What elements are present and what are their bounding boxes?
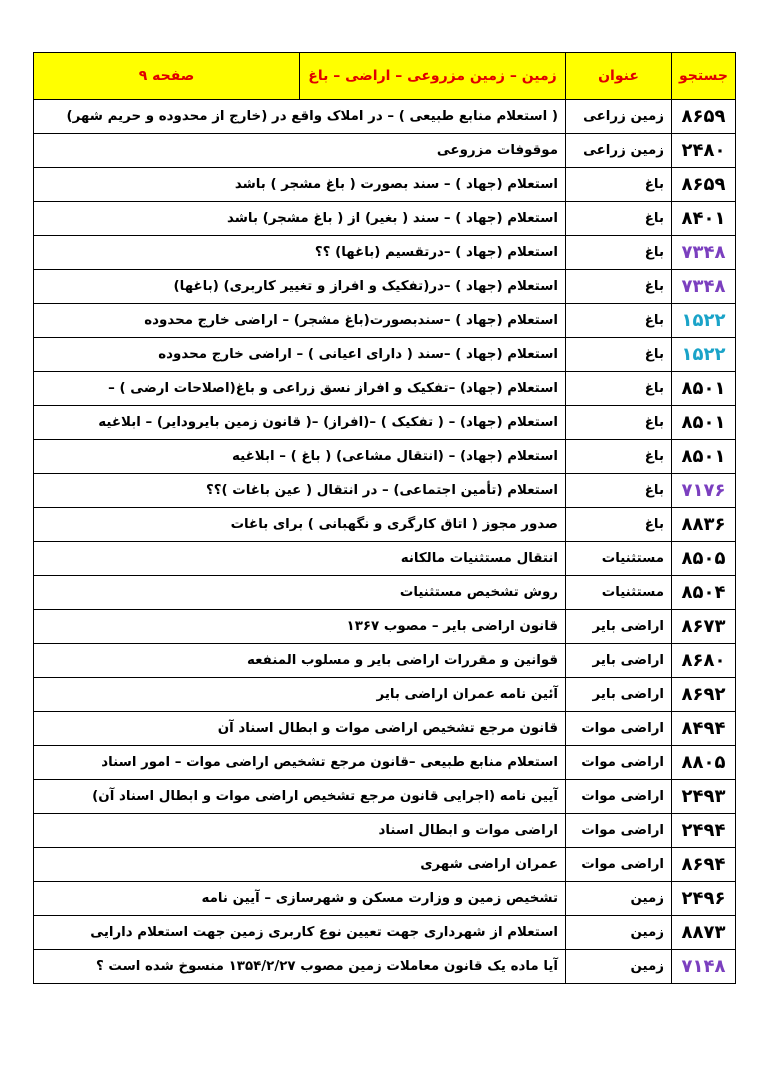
row-title: باغ <box>566 304 672 338</box>
row-title: باغ <box>566 508 672 542</box>
row-description: استعلام (جهاد ) – سند ( بغیر) از ( باغ مشجر) باشد <box>34 202 566 236</box>
row-number: ۸۵۰۱ <box>672 372 736 406</box>
row-description: آیا ماده یک قانون معاملات زمین مصوب ۱۳۵۴/۲/۲۷ منسوخ شده است ؟ <box>34 950 566 984</box>
row-description: روش تشخیص مستثنیات <box>34 576 566 610</box>
row-title: اراضی موات <box>566 780 672 814</box>
row-description: استعلام (جهاد ) –سندبصورت(باغ مشجر) – اراضی خارج محدوده <box>34 304 566 338</box>
table-row <box>34 338 736 372</box>
row-title: اراضی موات <box>566 814 672 848</box>
table-row <box>34 950 736 984</box>
table-row <box>34 882 736 916</box>
table-row <box>34 814 736 848</box>
table-row <box>34 440 736 474</box>
row-description: ( استعلام منابع طبیعی ) – در املاک واقع در (خارج از محدوده و حریم شهر) <box>34 100 566 134</box>
row-description: استعلام (جهاد ) –در(تفکیک و افراز و تغییر کاربری) (باغها) <box>34 270 566 304</box>
row-number: ۲۴۸۰ <box>672 134 736 168</box>
table-row <box>34 916 736 950</box>
table-row <box>34 134 736 168</box>
row-number: ۸۸۰۵ <box>672 746 736 780</box>
table-row <box>34 474 736 508</box>
row-title: زمین <box>566 916 672 950</box>
row-number: ۸۴۹۴ <box>672 712 736 746</box>
row-number: ۸۵۰۵ <box>672 542 736 576</box>
row-description: موقوفات مزروعی <box>34 134 566 168</box>
header-description: زمین – زمین مزروعی – اراضی – باغ <box>300 53 566 100</box>
table-row <box>34 712 736 746</box>
row-title: باغ <box>566 406 672 440</box>
row-description: عمران اراضی شهری <box>34 848 566 882</box>
row-number: ۸۸۷۳ <box>672 916 736 950</box>
row-title: مستثنیات <box>566 576 672 610</box>
row-title: مستثنیات <box>566 542 672 576</box>
row-number: ۸۵۰۱ <box>672 440 736 474</box>
table-row <box>34 168 736 202</box>
row-description: استعلام منابع طبیعی –قانون مرجع تشخیص اراضی موات – امور اسناد <box>34 746 566 780</box>
row-description: استعلام (جهاد ) –درتقسیم (باغها) ؟؟ <box>34 236 566 270</box>
row-number: ۷۳۴۸ <box>672 236 736 270</box>
row-description: انتقال مستثنیات مالکانه <box>34 542 566 576</box>
row-number: ۸۶۸۰ <box>672 644 736 678</box>
row-number: ۸۶۹۴ <box>672 848 736 882</box>
row-number: ۷۱۷۶ <box>672 474 736 508</box>
row-description: تشخیص زمین و وزارت مسکن و شهرسازی – آیین نامه <box>34 882 566 916</box>
header-title: عنوان <box>566 53 672 100</box>
table-row <box>34 236 736 270</box>
row-number: ۸۶۵۹ <box>672 100 736 134</box>
header-search: جستجو <box>672 53 736 100</box>
header-page: صفحه ۹ <box>34 53 300 100</box>
row-title: باغ <box>566 338 672 372</box>
row-title: اراضی بایر <box>566 678 672 712</box>
row-title: زمین زراعی <box>566 100 672 134</box>
row-description: آئین نامه عمران اراضی بایر <box>34 678 566 712</box>
row-description: قانون مرجع تشخیص اراضی موات و ابطال اسناد آن <box>34 712 566 746</box>
table-row <box>34 372 736 406</box>
row-description: استعلام از شهرداری جهت تعیین نوع کاربری زمین جهت استعلام دارایی <box>34 916 566 950</box>
table-row <box>34 202 736 236</box>
row-description: قوانین و مقررات اراضی بایر و مسلوب المنفعه <box>34 644 566 678</box>
row-number: ۷۱۴۸ <box>672 950 736 984</box>
table-row <box>34 746 736 780</box>
row-number: ۸۶۹۲ <box>672 678 736 712</box>
row-number: ۱۵۲۲ <box>672 304 736 338</box>
row-description: استعلام (جهاد) –تفکیک و افراز نسق زراعی و باغ(اصلاحات ارضی ) – <box>34 372 566 406</box>
row-number: ۱۵۲۲ <box>672 338 736 372</box>
row-title: زمین زراعی <box>566 134 672 168</box>
row-description: آیین نامه (اجرایی قانون مرجع تشخیص اراضی موات و ابطال اسناد آن) <box>34 780 566 814</box>
row-title: باغ <box>566 202 672 236</box>
row-title: باغ <box>566 168 672 202</box>
table-row <box>34 270 736 304</box>
table-row <box>34 848 736 882</box>
row-title: اراضی موات <box>566 746 672 780</box>
table-row <box>34 610 736 644</box>
row-number: ۷۳۴۸ <box>672 270 736 304</box>
row-number: ۲۴۹۶ <box>672 882 736 916</box>
row-number: ۸۵۰۴ <box>672 576 736 610</box>
row-title: باغ <box>566 270 672 304</box>
table-row <box>34 678 736 712</box>
row-number: ۸۶۵۹ <box>672 168 736 202</box>
row-title: زمین <box>566 882 672 916</box>
row-description: صدور مجوز ( اتاق کارگری و نگهبانی ) برای باغات <box>34 508 566 542</box>
row-title: اراضی موات <box>566 848 672 882</box>
row-title: باغ <box>566 236 672 270</box>
table-row <box>34 542 736 576</box>
table-row <box>34 406 736 440</box>
row-title: زمین <box>566 950 672 984</box>
row-number: ۲۴۹۳ <box>672 780 736 814</box>
row-title: باغ <box>566 440 672 474</box>
table-row <box>34 508 736 542</box>
table-row <box>34 644 736 678</box>
row-number: ۸۵۰۱ <box>672 406 736 440</box>
row-description: استعلام (جهاد) – ( تفکیک ) –(افراز) –( قانون زمین بایروداير) – ابلاغیه <box>34 406 566 440</box>
table-row <box>34 100 736 134</box>
row-title: باغ <box>566 372 672 406</box>
row-number: ۲۴۹۴ <box>672 814 736 848</box>
header-row <box>34 53 736 100</box>
row-number: ۸۸۳۶ <box>672 508 736 542</box>
row-description: اراضی موات و ابطال اسناد <box>34 814 566 848</box>
row-title: اراضی بایر <box>566 644 672 678</box>
row-title: اراضی بایر <box>566 610 672 644</box>
row-title: باغ <box>566 474 672 508</box>
row-number: ۸۶۷۳ <box>672 610 736 644</box>
table-row <box>34 576 736 610</box>
row-description: قانون اراضی بایر – مصوب ۱۳۶۷ <box>34 610 566 644</box>
index-table <box>33 52 736 984</box>
row-description: استعلام (جهاد) – (انتقال مشاعی) ( باغ ) – ابلاغیه <box>34 440 566 474</box>
table-row <box>34 780 736 814</box>
row-description: استعلام (جهاد ) –سند ( دارای اعیانی ) – اراضی خارج محدوده <box>34 338 566 372</box>
table-row <box>34 304 736 338</box>
row-description: استعلام (جهاد ) – سند بصورت ( باغ مشجر ) باشد <box>34 168 566 202</box>
row-title: اراضی موات <box>566 712 672 746</box>
row-number: ۸۴۰۱ <box>672 202 736 236</box>
row-description: استعلام (تأمین اجتماعی) – در انتقال ( عین باغات )؟؟ <box>34 474 566 508</box>
